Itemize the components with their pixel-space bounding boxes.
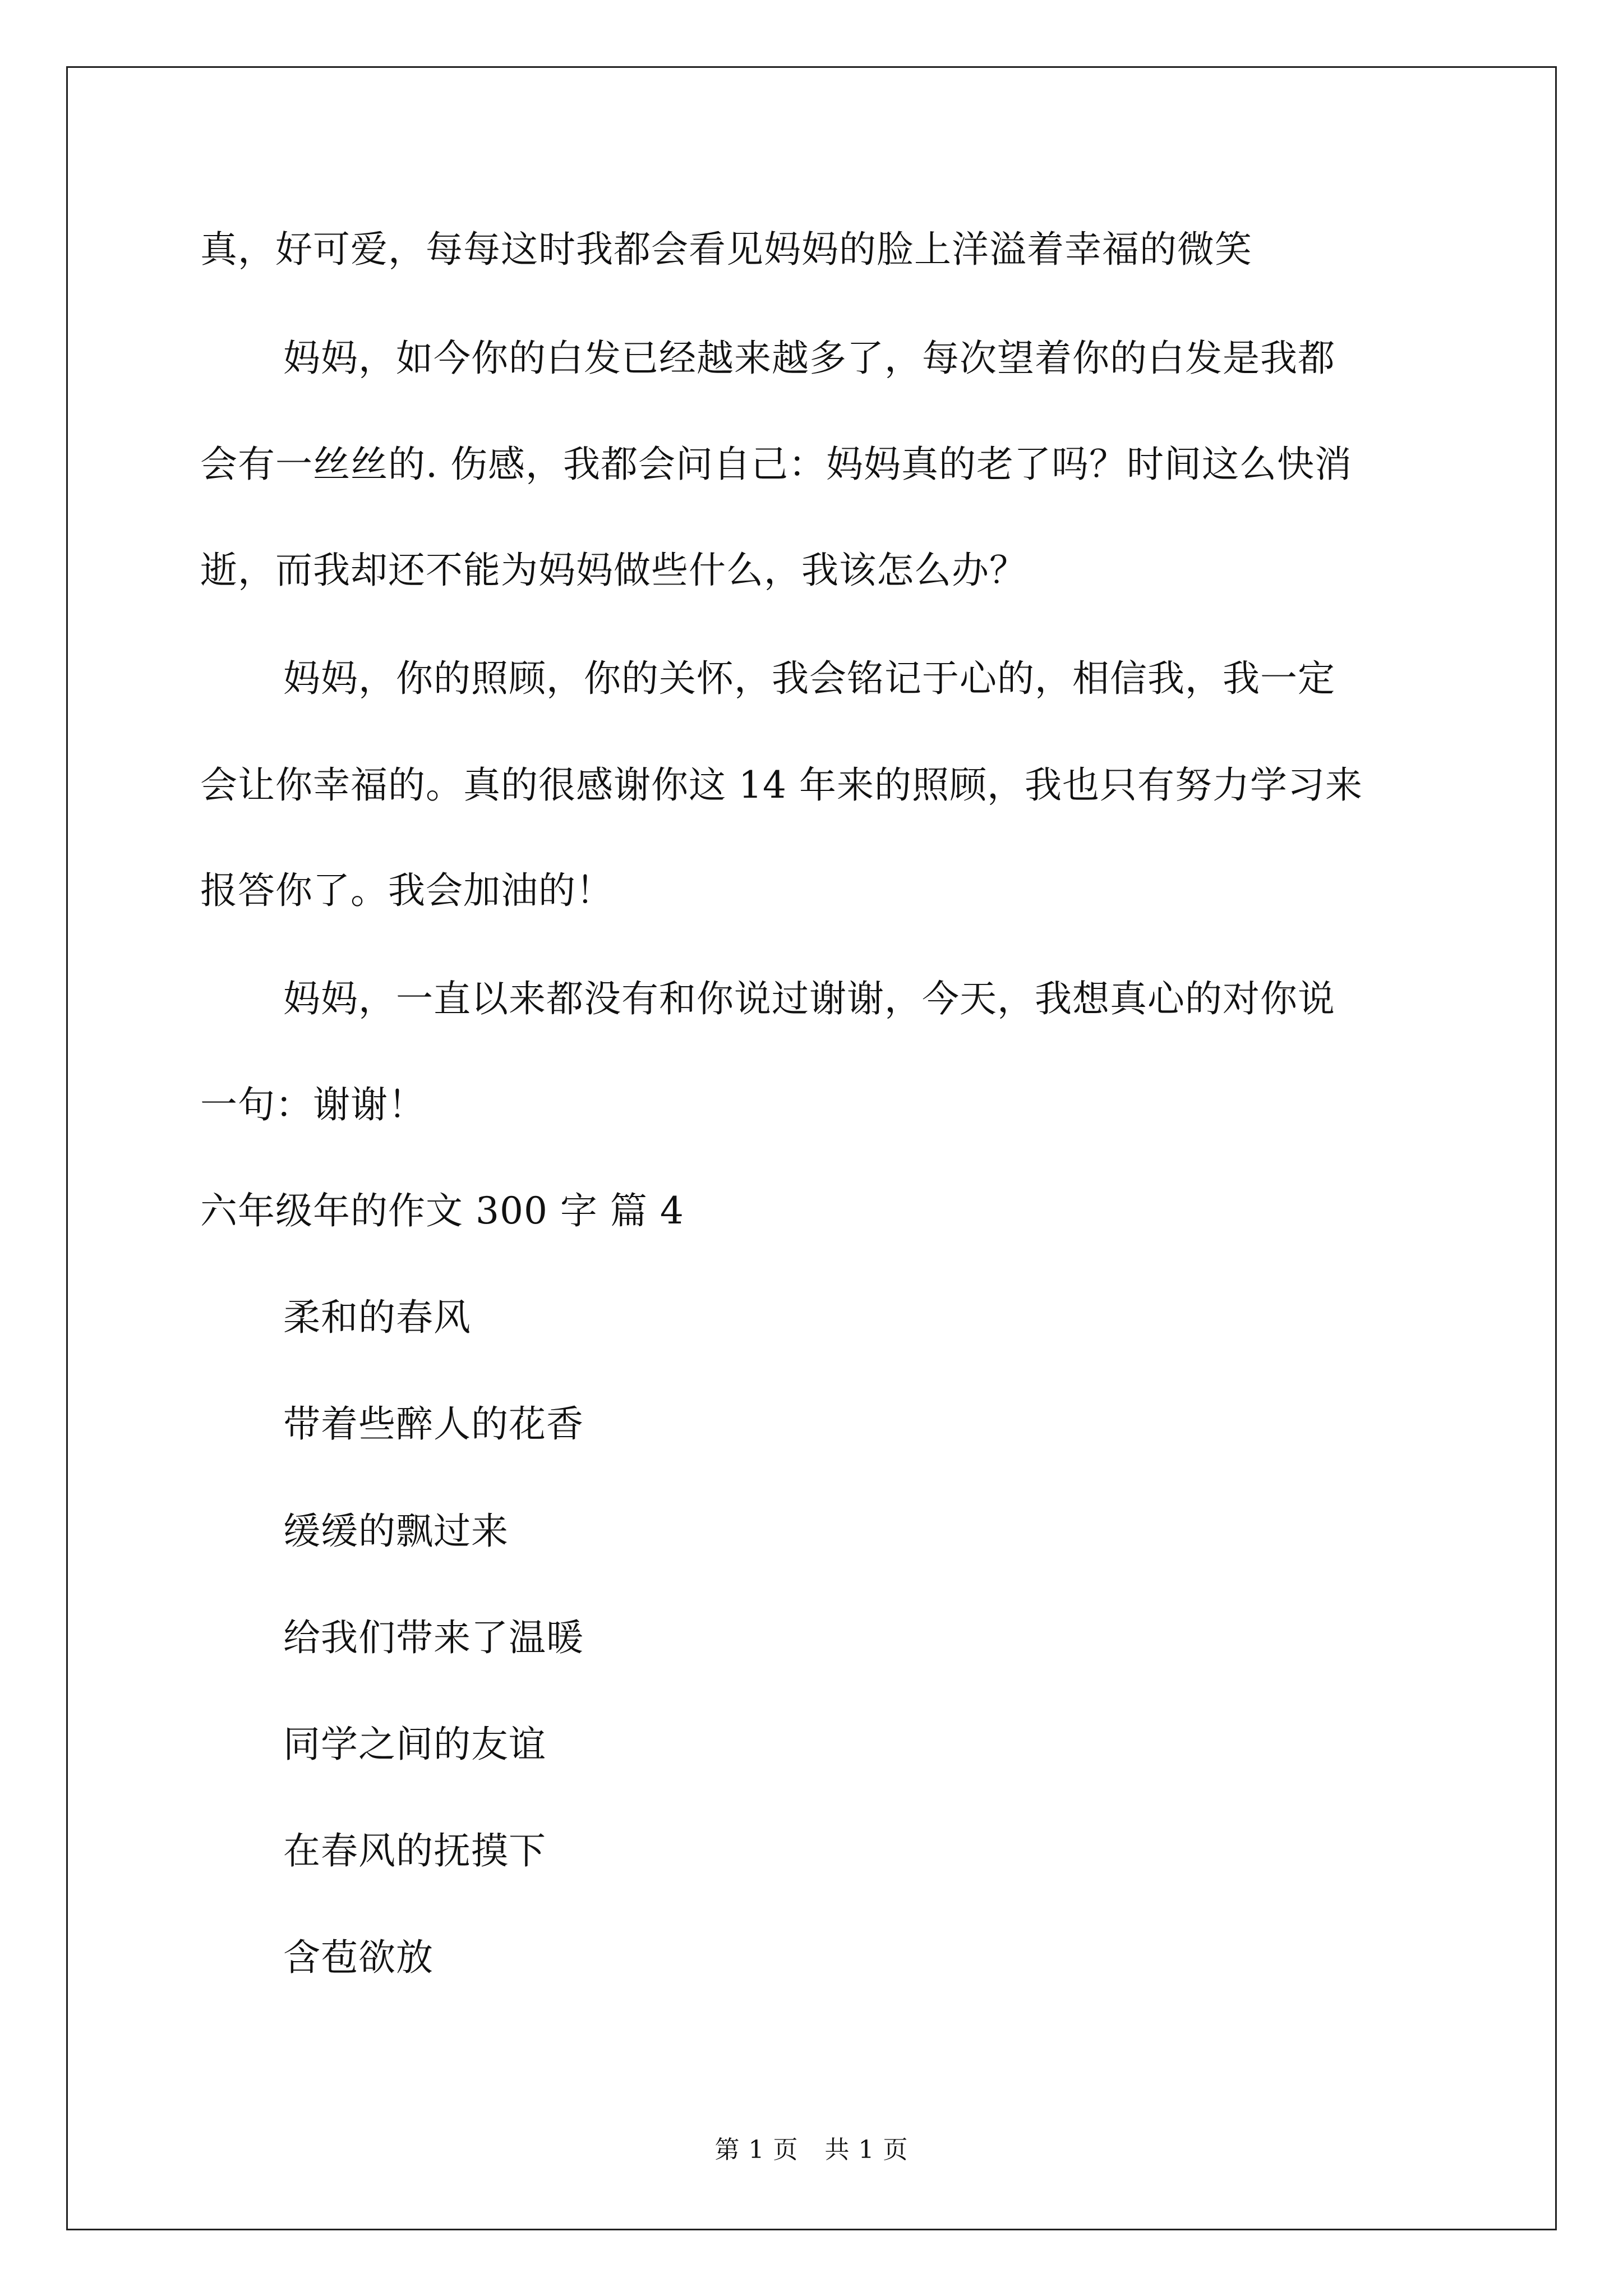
poem-line: 柔和的春风 [283,1296,471,1339]
text-line: 真，好可爱，每每这时我都会看见妈妈的脸上洋溢着幸福的微笑 [200,228,1252,271]
poem-line: 含苞欲放 [283,1936,434,1979]
poem-line: 带着些醉人的花香 [283,1402,584,1446]
text-line: 一句：谢谢！ [200,1083,426,1126]
text-line: 会有一丝丝的. 伤感，我都会问自己：妈妈真的老了吗？时间这么快消 [200,443,1352,486]
text-line: 会让你幸福的。真的很感谢你这 14 年来的照顾，我也只有努力学习来 [200,763,1363,807]
poem-line: 同学之间的友谊 [283,1723,546,1766]
paragraph-first-line: 妈妈，你的照顾，你的关怀，我会铭记于心的，相信我，我一定 [283,657,1335,700]
page-footer [0,2134,1623,2166]
poem-line: 缓缓的飘过来 [283,1510,509,1553]
page-number: 第 1 页 [714,2136,799,2164]
poem-line: 在春风的抚摸下 [283,1829,546,1872]
text-line: 报答你了。我会加油的！ [200,869,614,912]
page-total: 共 1 页 [824,2136,909,2164]
page-frame [66,66,1557,2230]
section-heading: 六年级年的作文 300 字 篇 4 [200,1189,684,1232]
poem-line: 给我们带来了温暖 [283,1616,584,1659]
paragraph-first-line: 妈妈，一直以来都没有和你说过谢谢，今天，我想真心的对你说 [283,977,1335,1020]
text-line: 逝，而我却还不能为妈妈做些什么，我该怎么办？ [200,549,1027,592]
paragraph-first-line: 妈妈，如今你的白发已经越来越多了，每次望着你的白发是我都 [283,337,1335,380]
